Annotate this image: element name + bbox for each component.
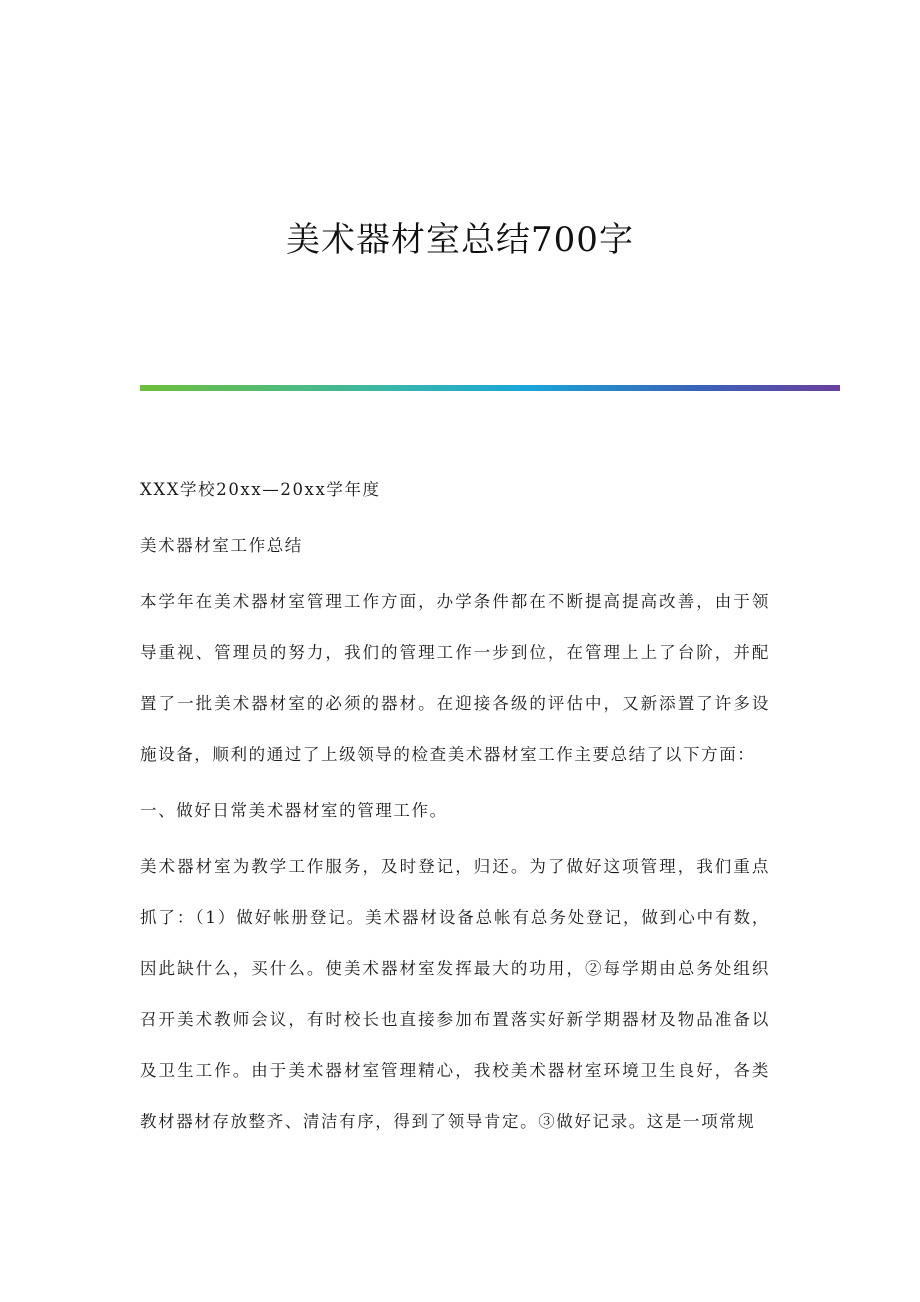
paragraph-intro: 本学年在美术器材室管理工作方面，办学条件都在不断提高提高改善，由于领导重视、管理员的努力，我们的管理工作一步到位，在管理上上了台阶，并配置了一批美术器材室的必须的器材。在迎接各级的评估中，又新添置了许多设施设备，顺利的通过了上级领导的检查美术器材室工作主要总结了以下方面： (140, 592, 770, 764)
document-subtitle: 美术器材室工作总结 (140, 536, 303, 555)
paragraph-section-1: 美术器材室为教学工作服务，及时登记，归还。为了做好这项管理，我们重点抓了：（1）做好帐册登记。美术器材设备总帐有总务处登记，做到心中有数，因此缺什么，买什么。使美术器材室发挥最大的功用，②每学期由总务处组织召开美术教师会议，有时校长也直接参加布置落实好新学期器材及物品准备以及卫生工作。由于美术器材室管理精心，我校美术器材室环境卫生良好，各类教材器材存放整齐、清洁有序，得到了领导肯定。③做好记录。这是一项常规 (140, 857, 770, 1131)
section-heading-1: 一、做好日常美术器材室的管理工作。 (140, 801, 448, 820)
school-year-line: XXX学校20xx—20xx学年度 (140, 480, 381, 499)
document-title: 美术器材室总结700字 (286, 220, 634, 260)
document-body (140, 464, 770, 1152)
gradient-divider (140, 385, 840, 391)
